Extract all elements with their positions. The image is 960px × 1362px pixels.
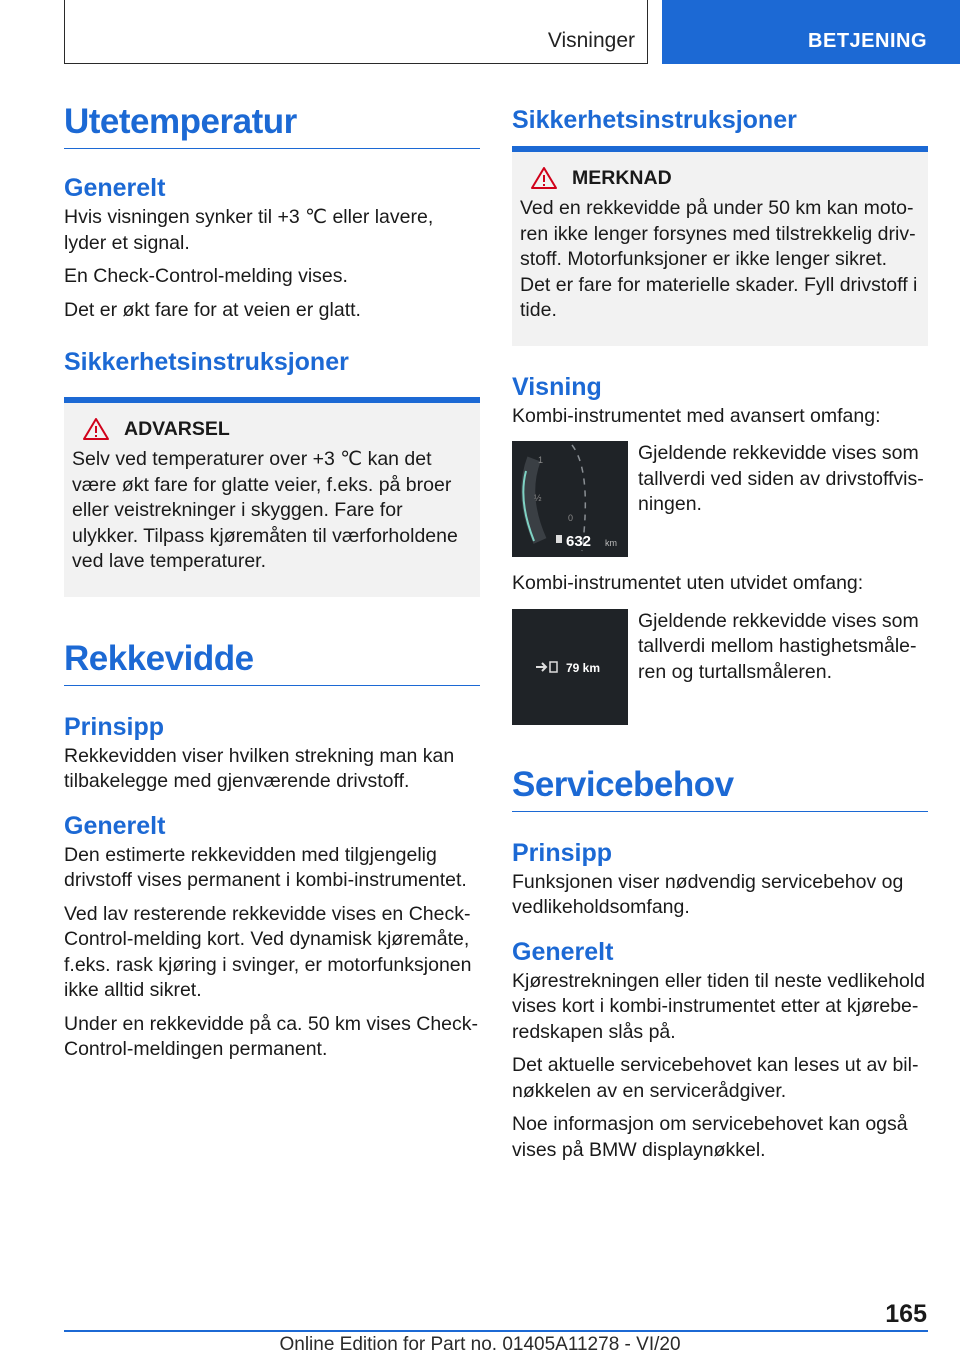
paragraph: Hvis visningen synker til +3 ℃ eller lavere, lyder et signal. [64,206,434,254]
paragraph: En Check-Control-melding vises. [64,265,348,287]
title-servicebehov: Servicebehov [512,761,928,812]
arrow-icon [536,663,546,671]
figure-row-1 [512,441,928,557]
header-chapter-label: BETJENING [808,30,927,52]
warning-title-row [72,417,472,441]
notice-title-row [520,166,920,190]
paragraph: Den estimerte rekkevidden med tilgjengelig drivstoff vises permanent i kombi-instrumentet. [64,843,467,891]
heading-generelt-2: Generelt [64,811,166,840]
notice-text: Ved en rekkevidde på under 50 km kan motoren ikke lenger forsynes med tilstrekkelig drivstoff. Motorfunksjoner er ikke lenger sikret. Det er fare for materielle skader. Fyll drivstoff i tide. [520,197,918,321]
paragraph: Kjørestrekningen eller tiden til neste vedlikehold vises kort i kombi-instrumentet etter at kjøreberedskapen slås på. [512,969,925,1043]
warning-box [64,403,480,597]
header-chapter-tab [662,0,960,64]
range-value: 632 [566,533,592,550]
heading-visning: Visning [512,372,602,401]
heading-generelt-right: Generelt [512,937,614,966]
heading-prinsipp-right: Prinsipp [512,838,613,867]
range-display-graphic [512,609,628,725]
heading-sikkerhetsinstruksjoner: Sikkerhetsinstruksjoner [64,348,349,376]
title-rekkevidde: Rekkevidde [64,635,480,686]
right-column [512,98,928,1163]
range-value: 79 km [566,660,601,675]
paragraph: Ved lav resterende rekkevidde vises en Check-Control-melding kort. Ved dynamisk kjøremåte, f.eks. rask kjøring i svinger, er motorfunksjonen ikke alltid sikret. [64,902,472,1001]
heading-sikkerhetsinstruksjoner-right: Sikkerhetsinstruksjoner [512,106,797,134]
scale-top-label: 1 [538,455,544,465]
figure-caption-2: Gjeldende rekkevidde vises som tallverdi mellom hastighetsmåleren og turtallsmåleren. [638,609,919,683]
left-column [64,98,480,1063]
scale-mid-label: ½ [534,493,542,503]
warning-triangle-icon [530,166,558,190]
header-section-tab [64,0,648,64]
edition-text: Online Edition for Part no. 01405A11278 - VI/20 [279,1334,681,1355]
paragraph: Det er økt fare for at veien er glatt. [64,298,361,321]
fuel-pump-icon [550,662,557,672]
fuel-pump-icon [556,535,562,543]
paragraph: Rekkevidden viser hvilken strekning man kan tilbakelegge med gjenværende drivstoff. [64,744,455,792]
range-unit: km [605,538,617,548]
paragraph: Under en rekkevidde på ca. 50 km vises Check-Control-meldingen permanent. [64,1012,479,1060]
warning-text: Selv ved temperaturer over +3 ℃ kan det være økt fare for glatte veier, f.eks. på broer eller veistrekninger i skyggen. Fare for ulykker. Tilpass kjøremåten til værforholdene ved lave temperaturer. [72,448,458,572]
instrument-cluster-image-2 [512,609,628,725]
paragraph: Funksjonen viser nødvendig servicebehov og vedlikeholdsomfang. [512,870,904,918]
warning-triangle-icon [82,417,110,441]
footer-rule [64,1330,928,1332]
scale-low-label: 0 [568,513,574,523]
title-utetemperatur: Utetemperatur [64,98,480,149]
paragraph: Det aktuelle servicebehovet kan leses ut av bilnøkkelen av en servicerådgiver. [512,1054,919,1102]
heading-generelt: Generelt [64,174,166,202]
paragraph: Kombi-instrumentet med avansert omfang: [512,404,881,427]
warning-title: ADVARSEL [124,417,230,440]
figure-caption-1: Gjeldende rekkevidde vises som tallverdi ved siden av drivstoffvisningen. [638,442,924,515]
instrument-cluster-image [512,441,628,557]
header-section-label: Visninger [547,29,635,52]
figure-row-2 [512,609,928,725]
paragraph: Kombi-instrumentet uten utvidet omfang: [512,572,864,594]
heading-prinsipp: Prinsipp [64,712,165,741]
notice-box [512,152,928,346]
paragraph: Noe informasjon om servicebehovet kan også vises på BMW displaynøkkel. [512,1113,908,1161]
fuel-gauge-graphic [512,441,628,557]
page-number: 165 [885,1300,927,1328]
notice-title: MERKNAD [572,166,672,189]
